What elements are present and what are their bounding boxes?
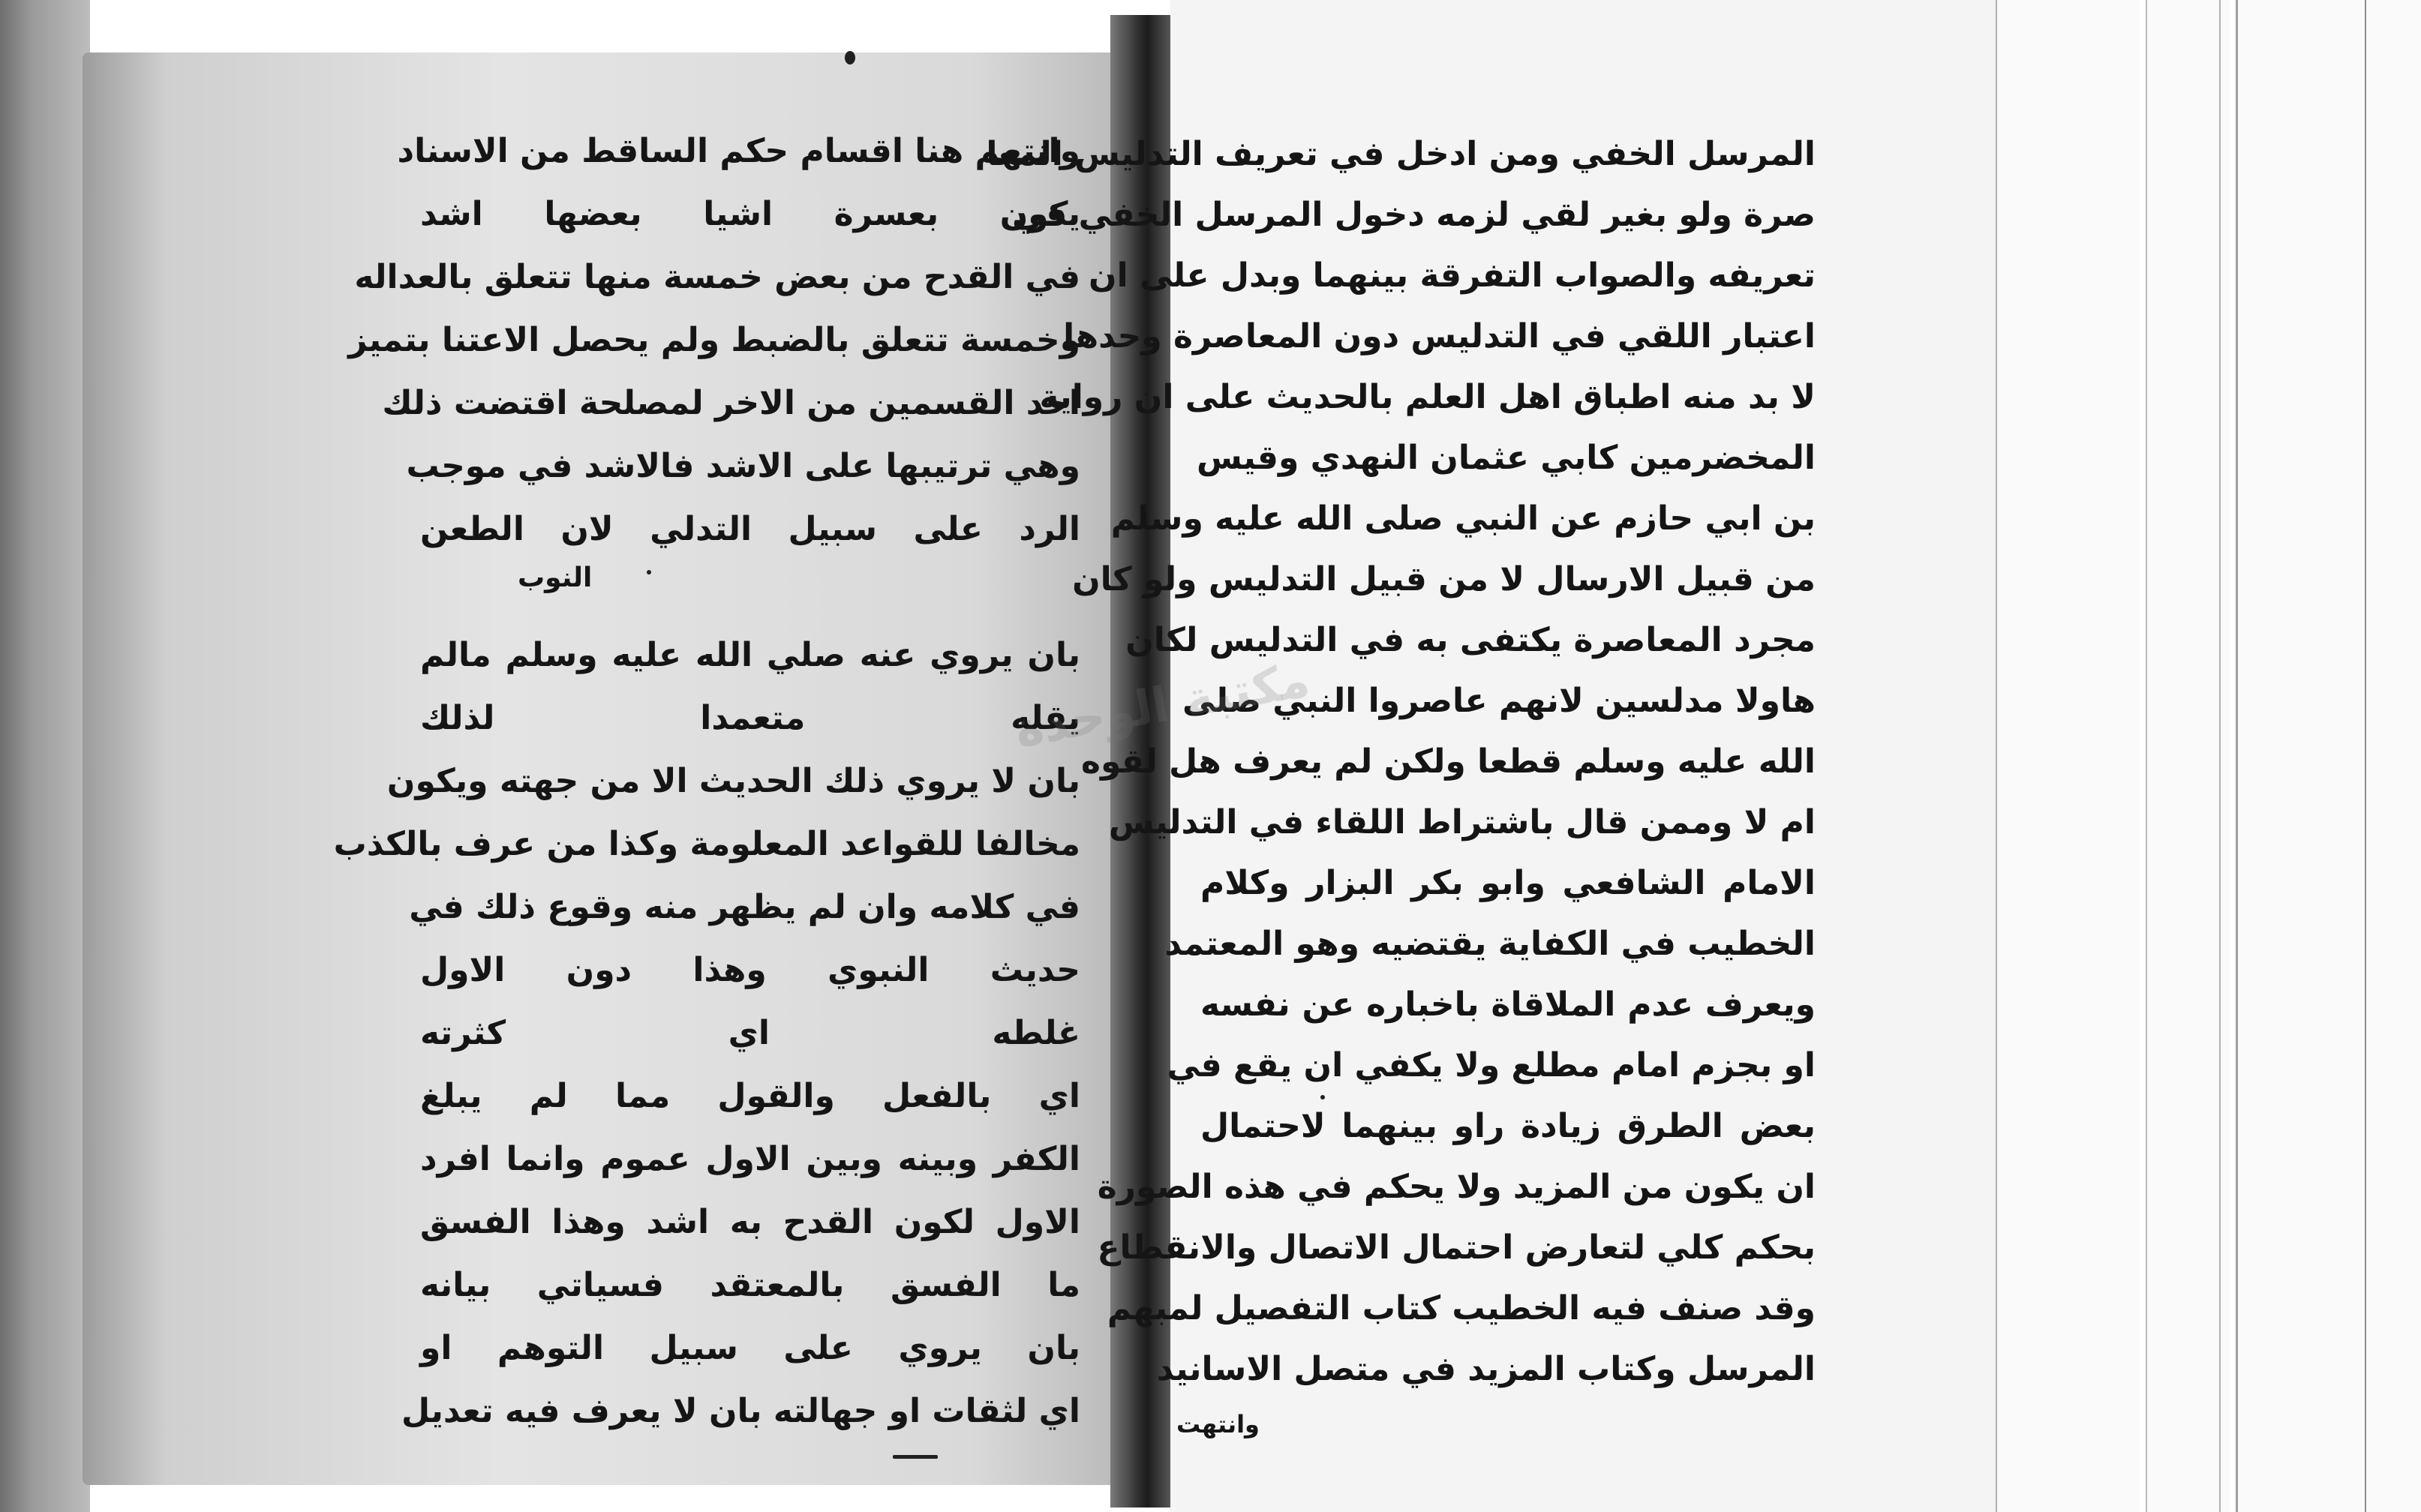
text-line: احد القسمين من الاخر لمصلحة اقتضت ذلك [382, 384, 1080, 422]
text-line: في القدح من بعض خمسة منها تتعلق بالعداله [354, 258, 1080, 296]
text-line: الخطيب في الكفاية يقتضيه وهو المعتمد [1164, 925, 1816, 963]
text-line: وخمسة تتعلق بالضبط ولم يحصل الاعتنا بتميز [348, 321, 1080, 359]
ink-speck [893, 1455, 938, 1459]
watermark: مكتبة الوحدة [1011, 652, 1314, 759]
text-line: وقد صنف فيه الخطيب كتاب التفصيل لمبهم [1107, 1289, 1816, 1328]
text-line: حديث النبوي وهذا دون الاول [420, 951, 1080, 989]
page-edge-line [2219, 0, 2221, 1512]
text-line: المخضرمين كابي عثمان النهدي وقيس [1196, 439, 1816, 477]
text-line: تعريفه والصواب التفرقة بينهما وبدل على ان [1089, 256, 1816, 295]
text-line: ويعرف عدم الملاقاة باخباره عن نفسه [1200, 986, 1816, 1024]
text-line: اعتبار اللقي في التدليس دون المعاصرة وحدها [1063, 317, 1816, 356]
text-line: مجرد المعاصرة يكتفى به في التدليس لكان [1125, 621, 1816, 659]
ink-speck [845, 51, 855, 64]
text-line: المرسل الخفي ومن ادخل في تعريف التدليس المعا [986, 135, 1816, 173]
text-line: الله عليه وسلم قطعا ولكن لم يعرف هل لقوه [1080, 742, 1816, 781]
left-page-text [333, 120, 1080, 1443]
text-line: وهي ترتيبها على الاشد فالاشد في موجب [406, 447, 1080, 485]
text-line: الامام الشافعي وابو بكر البزار وكلام [1200, 864, 1816, 902]
text-line: اي بالفعل والقول مما لم يبلغ [420, 1077, 1080, 1115]
closing-word: وانتهت [1176, 1410, 1260, 1438]
text-line: بان يروي على سبيل التوهم او [420, 1329, 1080, 1367]
text-line: في كلامه وان لم يظهر منه وقوع ذلك في [409, 888, 1080, 926]
text-line: بحكم كلي لتعارض احتمال الاتصال والانقطاع [1097, 1228, 1816, 1267]
text-line: غلطه اي كثرته [420, 1014, 1080, 1052]
text-line: لا بد منه اطباق اهل العلم بالحديث على ان رواية [1039, 378, 1816, 416]
text-line: يقله متعمدا لذلك [420, 699, 1080, 737]
text-line: الكفر وبينه وبين الاول عموم وانما افرد [420, 1140, 1080, 1178]
scan-edge [0, 0, 90, 1512]
page-edge-strip [2146, 0, 2230, 1512]
text-line: يكون بعسرة اشيا بعضها اشد [420, 195, 1080, 233]
text-line: هاولا مدلسين لانهم عاصروا النبي صلى [1182, 682, 1816, 720]
page-edge-strip [2236, 0, 2421, 1512]
text-line: بان يروي عنه صلي الله عليه وسلم مالم [420, 636, 1080, 674]
text-line: ان يكون من المزيد ولا يحكم في هذه الصورة [1097, 1168, 1816, 1206]
text-line: بان لا يروي ذلك الحديث الا من جهته ويكون [386, 762, 1080, 800]
page-edge-strip [1996, 0, 2140, 1512]
text-line: ما الفسق بالمعتقد فسياتي بيانه [420, 1266, 1080, 1304]
text-line: بن ابي حازم عن النبي صلى الله عليه وسلم [1110, 500, 1816, 538]
page-edge-line [1996, 0, 1997, 1512]
text-line: المرسل وكتاب المزيد في متصل الاسانيد [1156, 1350, 1816, 1388]
text-line: الرد على سبيل التدلي لان الطعن [420, 510, 1080, 548]
text-line: بعض الطرق زيادة راو بينهما لاحتمال [1200, 1107, 1816, 1145]
text-line: من قبيل الارسال لا من قبيل التدليس ولو كان [1072, 560, 1816, 598]
text-line: وانتهم هنا اقسام حكم الساقط من الاسناد [397, 132, 1080, 170]
page-edge-line [2365, 0, 2366, 1512]
text-line: مخالفا للقواعد المعلومة وكذا من عرف بالكذب [333, 825, 1080, 863]
text-line: ام لا وممن قال باشتراط اللقاء في التدليس [1108, 803, 1816, 842]
marginal-note: النوب [518, 562, 593, 593]
text-line: او بجزم امام مطلع ولا يكفي ان يقع في [1167, 1046, 1816, 1084]
text-line: اي لثقات او جهالته بان لا يعرف فيه تعديل [401, 1392, 1080, 1430]
text-line: الاول لكون القدح به اشد وهذا الفسق [420, 1203, 1080, 1241]
text-line: صرة ولو بغير لقي لزمه دخول المرسل الخفي في [1012, 196, 1816, 234]
